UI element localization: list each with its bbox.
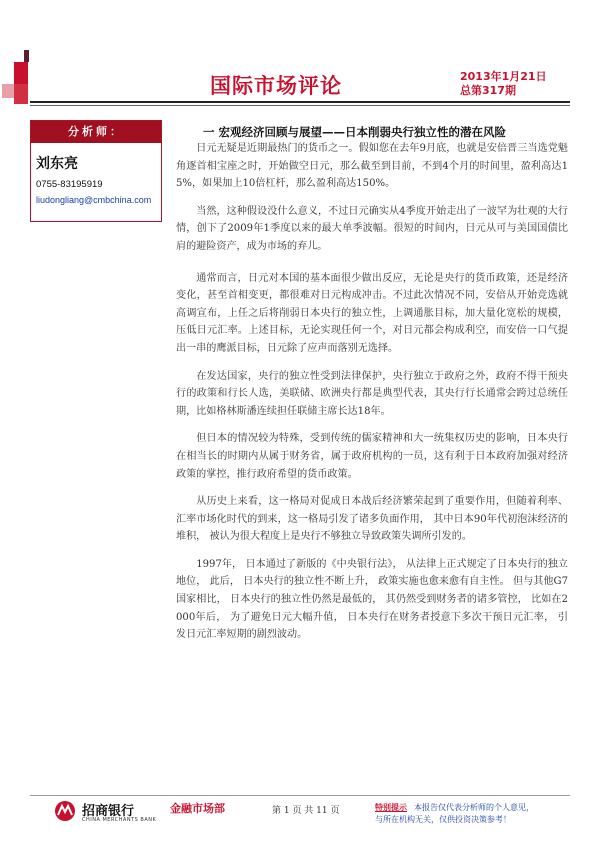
corner-decoration [0, 50, 30, 130]
footer-rule [30, 795, 570, 796]
analyst-phone: 0755-83195919 [36, 179, 103, 190]
report-date: 2013年1月21日 [460, 70, 547, 83]
paragraph: 当然，这种假设没什么意义，不过日元确实从4季度开始走出了一波罕为壮观的大行情，创下了2009年1季度以来的最大单季波幅。很短的时间内，日元从可与美国国债比肩的避险资产，成为市场的弃儿。 [176, 205, 568, 252]
paragraph: 但日本的情况较为特殊，受到传统的儒家精神和大一统集权历史的影响，日本央行在相当长的时期内从属于财务省，属于政府机构的一员，这有利于日本政府加强对经济政策的掌控，推行政府希望的货币政策。 [176, 433, 568, 480]
article-body [176, 140, 568, 654]
analyst-box [30, 120, 162, 222]
paragraph: 1997年， 日本通过了新版的《中央银行法》， 从法律上正式规定了日本央行的独立地位， 此后， 日本央行的独立性不断上升， 政策实施也愈来愈有自主性。 但与其他G7国家相比， 日本央行的独立性仍然是最低的， 其仍然受到财务者的诸多管控， 比如在2000年后， 为了避免日元大幅升值， 日本央行在财务者授意下多次干预日元汇率， 引发日元汇率短期的剧烈波动。 [176, 558, 568, 641]
analyst-label: 分析师： [31, 121, 161, 143]
department-name: 金融市场部 [170, 802, 225, 815]
notice-line1: 本报告仅代表分析师的个人意见， [414, 803, 534, 812]
analyst-email[interactable]: liudongliang@cmbchina.com [36, 195, 152, 205]
report-title: 国际市场评论 [210, 74, 342, 98]
issue-number: 总第317期 [460, 84, 516, 97]
report-date-block [460, 70, 547, 98]
bank-logo-icon [52, 800, 78, 822]
bank-name-en: CHINA MERCHANTS BANK [82, 817, 157, 823]
analyst-name: 刘东亮 [36, 156, 78, 172]
paragraph: 从历史上来看，这一格局对促成日本战后经济繁荣起到了重要作用，但随着利率、汇率市场化时代的到来，这一格局引发了诸多负面作用， 其中日本90年代初泡沫经济的堆积， 被认为很大程度上是央行不够独立导致政策失调所引发的。 [176, 496, 568, 543]
paragraph: 在发达国家，央行的独立性受到法律保护，央行独立于政府之外，政府不得干预央行的政策和行长人选，美联储、欧洲央行都是典型代表，其央行行长通常会跨过总统任期，比如格林斯潘连续担任联储主席长达18年。 [176, 370, 568, 417]
paragraph: 通常而言，日元对本国的基本面很少做出反应，无论是央行的货币政策，还是经济变化，甚至首相变更，都很难对日元构成冲击。不过此次情况不同，安倍从开始竞选就高调宣布，上任之后将削弱日本央行的独立性，上调通胀目标，加大量化宽松的规模，压低日元汇率。上述目标，无论实现任何一个，对日元都会构成利空，而安倍一口气提出一串的鹰派目标，日元除了应声而落别无选择。 [176, 272, 568, 354]
page-number: 第 1 页 共 11 页 [272, 806, 340, 816]
notice-line2: 与所在机构无关，仅供投资决策参考！ [375, 815, 511, 824]
notice-label: 特别提示 [375, 803, 407, 812]
paragraph: 日元无疑是近期最热门的货币之一。假如您在去年9月底，也就是安倍晋三当选党魁角逐首相宝座之时，开始做空日元，那么截至到目前，不到4个月的时间里，盈利高达15%，如果加上10倍杠杆，那么盈利高达150%。 [176, 143, 568, 190]
header-rule [30, 101, 570, 103]
section-title: 一 宏观经济回顾与展望——日本削弱央行独立性的潜在风险 [203, 125, 507, 139]
header-rule-thin [30, 105, 570, 106]
bank-name: 招商银行 [82, 804, 135, 819]
